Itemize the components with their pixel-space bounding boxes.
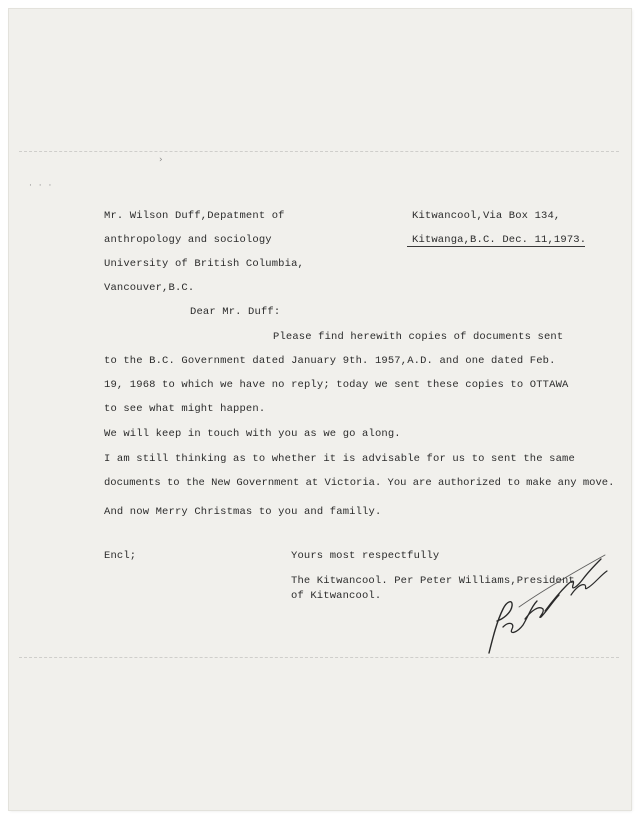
fold-crease-top: [19, 151, 619, 152]
recipient-line-3: University of British Columbia,: [104, 258, 304, 270]
letter-page: [9, 9, 631, 810]
sender-line-1: Kitwancool,Via Box 134,: [412, 210, 561, 222]
sender-line-2: Kitwanga,B.C. Dec. 11,1973.: [412, 234, 587, 246]
body-line-1: Please find herewith copies of documents sent: [273, 331, 564, 343]
salutation: Dear Mr. Duff:: [190, 306, 281, 318]
recipient-line-1: Mr. Wilson Duff,Depatment of: [104, 210, 285, 222]
recipient-line-4: Vancouver,B.C.: [104, 282, 195, 294]
handwritten-signature: [479, 549, 614, 664]
closing: Yours most respectfully: [291, 550, 440, 562]
body-line-5: We will keep in touch with you as we go along.: [104, 428, 401, 440]
signature-block-line-2: of Kitwancool.: [291, 590, 382, 602]
paper-mark: · · ·: [29, 181, 54, 191]
body-line-3: 19, 1968 to which we have no reply; today we sent these copies to OTTAWA: [104, 379, 569, 391]
body-line-4: to see what might happen.: [104, 403, 266, 415]
recipient-line-2: anthropology and sociology: [104, 234, 272, 246]
paper-mark: ›: [159, 155, 163, 165]
body-line-6: I am still thinking as to whether it is advisable for us to sent the same: [104, 453, 575, 465]
date-underline: [407, 246, 585, 247]
signature-block-line-1: The Kitwancool. Per Peter Williams,President: [291, 575, 575, 587]
enclosure-note: Encl;: [104, 550, 137, 562]
body-line-2: to the B.C. Government dated January 9th. 1957,A.D. and one dated Feb.: [104, 355, 556, 367]
body-line-7: documents to the New Government at Victoria. You are authorized to make any move.: [104, 477, 615, 489]
body-line-8: And now Merry Christmas to you and familly.: [104, 506, 382, 518]
